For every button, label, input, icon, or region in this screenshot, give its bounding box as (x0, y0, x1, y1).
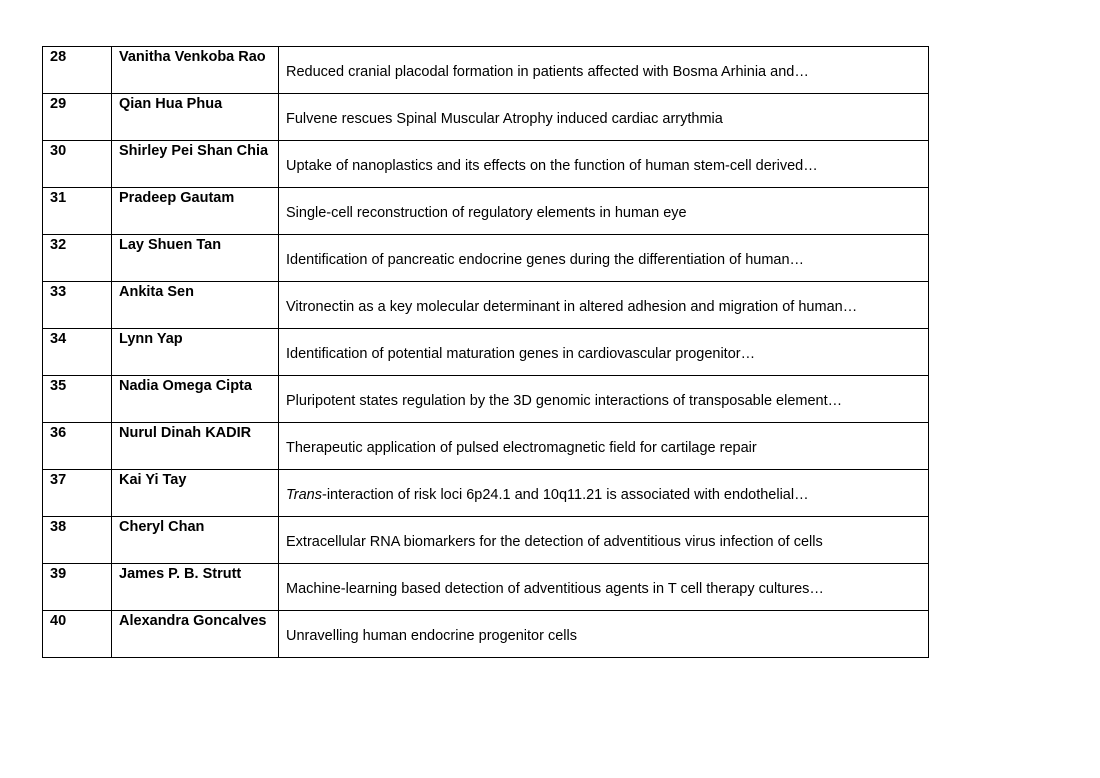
table-row (43, 470, 929, 517)
row-number: 29 (43, 94, 112, 141)
talk-title (279, 282, 929, 329)
row-number: 34 (43, 329, 112, 376)
table-row (43, 282, 929, 329)
presenter-name: Cheryl Chan (112, 517, 279, 564)
presenter-name: Shirley Pei Shan Chia (112, 141, 279, 188)
table-row (43, 47, 929, 94)
table-row (43, 94, 929, 141)
title-text: Uptake of nanoplastics and its effects on the function of human stem-cell derived… (286, 157, 818, 174)
presenter-name: Pradeep Gautam (112, 188, 279, 235)
table-row (43, 141, 929, 188)
table-row (43, 235, 929, 282)
title-text: -interaction of risk loci 6p24.1 and 10q11.21 is associated with endothelial… (322, 486, 809, 503)
title-text: Machine-learning based detection of adventitious agents in T cell therapy cultures… (286, 580, 824, 597)
title-text: Single-cell reconstruction of regulatory elements in human eye (286, 204, 687, 221)
presenter-name: Nadia Omega Cipta (112, 376, 279, 423)
row-number: 39 (43, 564, 112, 611)
talk-title (279, 188, 929, 235)
row-number: 31 (43, 188, 112, 235)
talk-title (279, 517, 929, 564)
title-text: Pluripotent states regulation by the 3D genomic interactions of transposable element… (286, 392, 843, 409)
title-text: Unravelling human endocrine progenitor cells (286, 627, 577, 644)
presenter-name: Ankita Sen (112, 282, 279, 329)
row-number: 33 (43, 282, 112, 329)
row-number: 38 (43, 517, 112, 564)
title-text: Extracellular RNA biomarkers for the detection of adventitious virus infection of cells (286, 533, 823, 550)
table-body (43, 47, 929, 658)
title-text: Reduced cranial placodal formation in patients affected with Bosma Arhinia and… (286, 63, 809, 80)
row-number: 36 (43, 423, 112, 470)
title-text: Therapeutic application of pulsed electromagnetic field for cartilage repair (286, 439, 757, 456)
talk-title (279, 329, 929, 376)
presenter-name: Lynn Yap (112, 329, 279, 376)
row-number: 37 (43, 470, 112, 517)
row-number: 30 (43, 141, 112, 188)
talk-title (279, 47, 929, 94)
presenter-name: Lay Shuen Tan (112, 235, 279, 282)
presenter-name: Alexandra Goncalves (112, 611, 279, 658)
talk-title (279, 235, 929, 282)
presenter-name: Vanitha Venkoba Rao (112, 47, 279, 94)
presenter-name: James P. B. Strutt (112, 564, 279, 611)
table-row (43, 517, 929, 564)
title-text: Fulvene rescues Spinal Muscular Atrophy induced cardiac arrythmia (286, 110, 723, 127)
title-text: Identification of potential maturation genes in cardiovascular progenitor… (286, 345, 756, 362)
talk-title (279, 611, 929, 658)
table-row (43, 611, 929, 658)
title-text: Vitronectin as a key molecular determinant in altered adhesion and migration of human… (286, 298, 858, 315)
talk-title (279, 376, 929, 423)
table-row (43, 564, 929, 611)
row-number: 32 (43, 235, 112, 282)
row-number: 28 (43, 47, 112, 94)
table-row (43, 329, 929, 376)
presenter-name: Qian Hua Phua (112, 94, 279, 141)
table-row (43, 423, 929, 470)
talk-title (279, 141, 929, 188)
talk-title (279, 564, 929, 611)
talk-title (279, 470, 929, 517)
talk-title (279, 94, 929, 141)
table-row (43, 376, 929, 423)
presenter-name: Kai Yi Tay (112, 470, 279, 517)
talk-title (279, 423, 929, 470)
presentation-schedule-table (42, 46, 929, 658)
title-italic-prefix: Trans (286, 486, 322, 503)
title-text: Identification of pancreatic endocrine genes during the differentiation of human… (286, 251, 805, 268)
presenter-name: Nurul Dinah KADIR (112, 423, 279, 470)
table-row (43, 188, 929, 235)
row-number: 35 (43, 376, 112, 423)
row-number: 40 (43, 611, 112, 658)
